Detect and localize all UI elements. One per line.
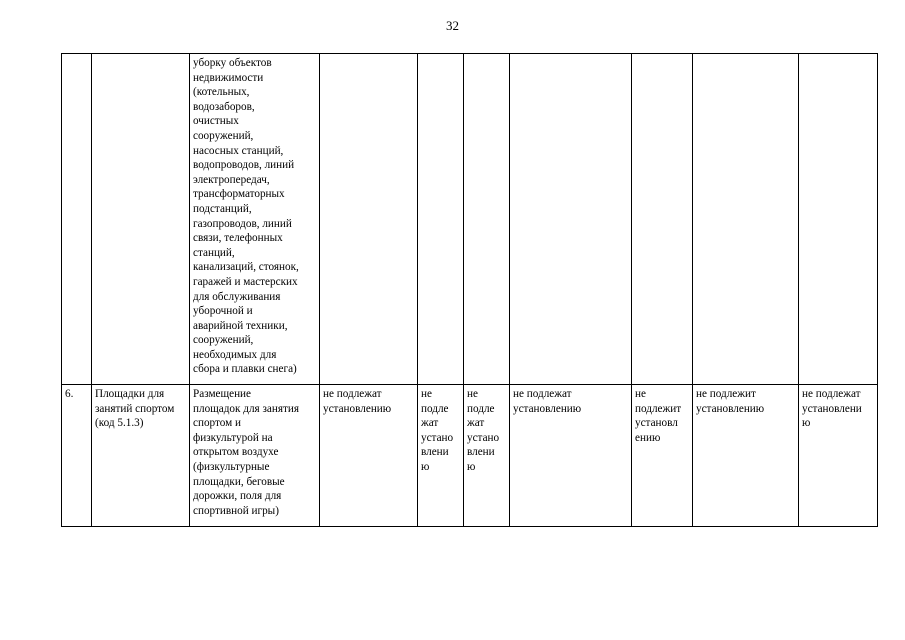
table-cell — [320, 54, 418, 385]
table-cell — [464, 54, 510, 385]
table-cell — [632, 54, 693, 385]
table-cell: не подлежит установлению — [693, 385, 799, 527]
regulations-table — [61, 53, 878, 527]
table-cell: не подлежат установлению — [510, 385, 632, 527]
use-type-description-cell: уборку объектов недвижимости (котельных, водозаборов, очистных сооружений, насосных станций, водопроводов, линий электропередач, трансформаторных подстанций, газопроводов, линий связи, телефонных станций, канализаций, стоянок, гаражей и мастерских для обслуживания уборочной и аварийной техники, сооружений, необходимых для сбора и плавки снега) — [190, 54, 320, 385]
table-cell: не подле жат устано влени ю — [464, 385, 510, 527]
table-cell: не подлежат установлени ю — [799, 385, 878, 527]
table-cell — [799, 54, 878, 385]
table-row — [62, 54, 878, 385]
use-type-name-cell: Площадки для занятий спортом (код 5.1.3) — [92, 385, 190, 527]
use-type-description-cell: Размещение площадок для занятия спортом и физкультурой на открытом воздухе (физкультурные площадки, беговые дорожки, поля для спортивной игры) — [190, 385, 320, 527]
table-cell: не подле жат устано влени ю — [418, 385, 464, 527]
page-number: 32 — [446, 18, 459, 33]
table-cell: не подлежат установлению — [320, 385, 418, 527]
table-cell — [693, 54, 799, 385]
row-number-cell — [62, 54, 92, 385]
table-row — [62, 385, 878, 527]
table-cell — [418, 54, 464, 385]
table-cell — [510, 54, 632, 385]
use-type-name-cell — [92, 54, 190, 385]
table-cell: не подлежит установл ению — [632, 385, 693, 527]
row-number-cell: 6. — [62, 385, 92, 527]
